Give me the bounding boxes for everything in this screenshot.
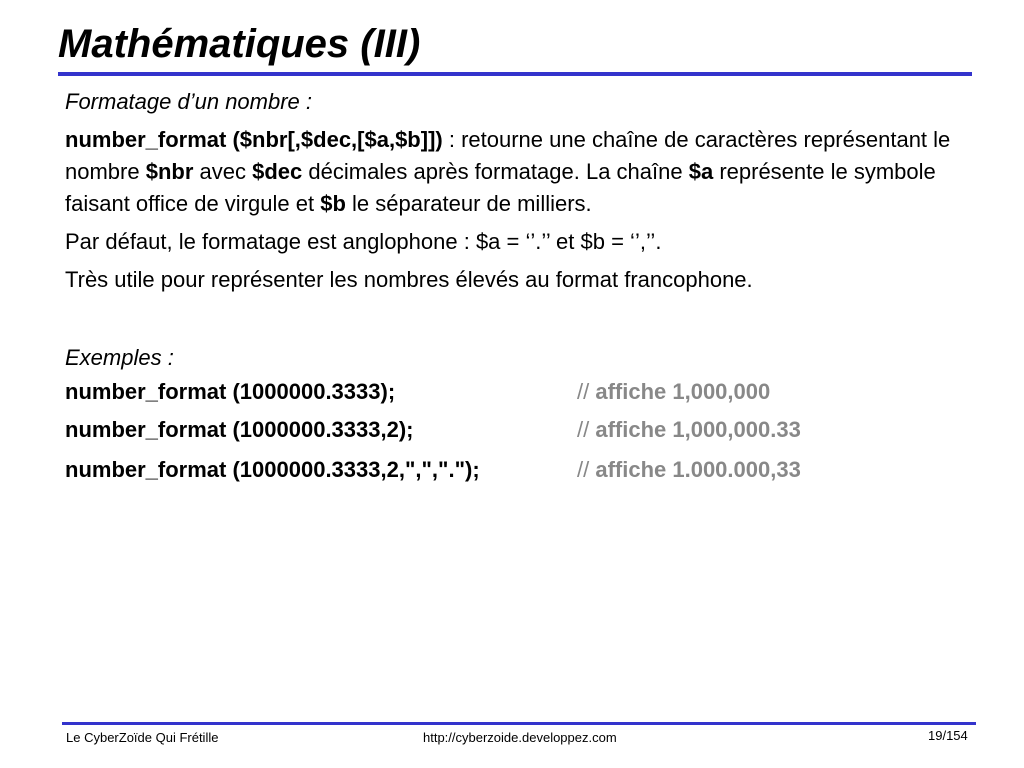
description-text-2: avec [193, 159, 253, 184]
example-result: affiche 1.000.000,33 [595, 457, 801, 482]
example-comment [577, 414, 801, 446]
example-code: number_format (1000000.3333,2); [65, 417, 414, 442]
example-row [65, 454, 965, 496]
description-text-3: décimales après formatage. La chaîne [302, 159, 689, 184]
slide-content [65, 86, 965, 496]
example-row [65, 414, 965, 454]
description-text-1: : retourne une chaîne de caractères représentant le nombre [65, 127, 951, 184]
example-code: number_format (1000000.3333,2,",","."); [65, 457, 480, 482]
footer-divider [62, 722, 976, 725]
example-result: affiche 1,000,000.33 [595, 417, 801, 442]
example-row [65, 376, 965, 414]
spacer [65, 302, 965, 342]
function-signature: number_format ($nbr[,$dec,[$a,$b]]) [65, 127, 443, 152]
slide-title: Mathématiques (III) [58, 22, 421, 66]
comment-marker: // [577, 379, 596, 404]
description-text-4: représente le symbole faisant office de virgule et [65, 159, 936, 216]
title-divider [58, 72, 972, 76]
param-b: $b [320, 191, 346, 216]
footer-author: Le CyberZoïde Qui Frétille [66, 730, 219, 745]
example-code: number_format (1000000.3333); [65, 379, 396, 404]
comment-marker: // [577, 457, 596, 482]
comment-marker: // [577, 417, 596, 442]
param-a: $a [688, 159, 714, 184]
page-number: 19/154 [928, 728, 968, 743]
usage-paragraph: Très utile pour représenter les nombres élevés au format francophone. [65, 267, 753, 292]
example-comment [577, 376, 770, 408]
param-dec: $dec [252, 159, 303, 184]
footer-url: http://cyberzoide.developpez.com [423, 730, 617, 745]
examples-heading: Exemples : [65, 345, 174, 370]
example-comment [577, 454, 801, 486]
example-result: affiche 1,000,000 [595, 379, 771, 404]
default-format-paragraph: Par défaut, le formatage est anglophone : $a = ‘’.’’ et $b = ‘’,’’. [65, 229, 662, 254]
section-subtitle: Formatage d’un nombre : [65, 89, 313, 114]
description-paragraph [65, 124, 965, 220]
param-nbr: $nbr [145, 159, 194, 184]
description-text-5: le séparateur de milliers. [345, 191, 592, 216]
